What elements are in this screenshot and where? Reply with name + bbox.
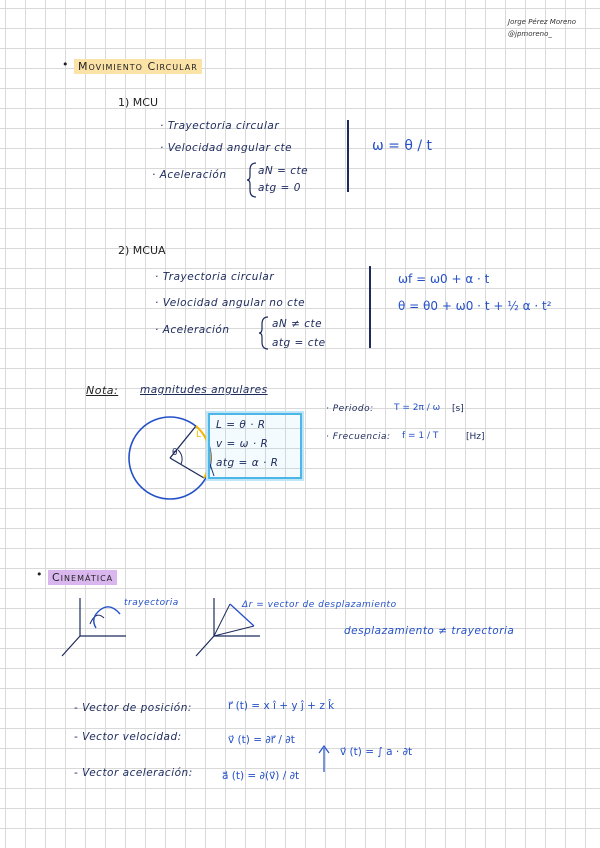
desplazamiento-label: Δr = vector de desplazamiento xyxy=(242,600,397,610)
periodo-formula: T = 2π / ω xyxy=(394,403,441,413)
integral-arrow-icon xyxy=(316,744,332,774)
mcua-formula-2: θ = θ0 + ω0 · t + ½ α · t² xyxy=(398,299,552,313)
periodo-label: · Periodo: xyxy=(326,404,374,414)
trajectory-axes-diagram xyxy=(60,596,130,660)
mcu-item-1: · Trayectoria circular xyxy=(160,120,280,132)
mcua-item-1: · Trayectoria circular xyxy=(155,271,275,283)
trayectoria-label: trayectoria xyxy=(124,598,179,608)
angular-relations-box xyxy=(208,413,302,479)
mcu-item-3: · Aceleración xyxy=(152,169,227,181)
mcu-divider xyxy=(347,120,349,192)
mcua-formula-1: ωf = ω0 + α · t xyxy=(398,272,490,286)
mcua-accel-case-1: aN ≠ cte xyxy=(272,318,323,330)
frecuencia-formula: f = 1 / T xyxy=(402,431,439,441)
mcu-formula: ω = θ / t xyxy=(372,138,433,154)
nota-label: Nota: xyxy=(86,384,119,397)
vector-position-label: - Vector de posición: xyxy=(74,702,192,714)
vector-velocity-label: - Vector velocidad: xyxy=(74,731,182,743)
mcua-item-2: · Velocidad angular no cte xyxy=(155,297,306,309)
mcu-item-2: · Velocidad angular cte xyxy=(160,142,293,154)
mcu-accel-case-2: atg = 0 xyxy=(258,182,301,194)
section2-bullet: • xyxy=(36,568,44,581)
mcua-divider xyxy=(369,266,371,348)
arc-length-symbol: L xyxy=(196,430,202,440)
mcua-heading: 2) MCUA xyxy=(118,244,166,257)
relation-acceleration: atg = α · R xyxy=(216,457,279,469)
mcu-accel-case-1: aN = cte xyxy=(258,165,309,177)
vector-position-formula: r⃗ (t) = x î + y ĵ + z k̂ xyxy=(228,700,335,712)
displacement-comparison: desplazamiento ≠ trayectoria xyxy=(344,625,515,637)
mcu-heading: 1) MCU xyxy=(118,96,159,109)
circle-diagram xyxy=(126,414,216,504)
frecuencia-label: · Frecuencia: xyxy=(326,432,391,442)
section1-bullet: • xyxy=(62,58,70,71)
theta-symbol: θ xyxy=(172,448,178,458)
mcu-brace-icon xyxy=(246,162,258,198)
mcua-accel-case-2: atg = cte xyxy=(272,337,326,349)
author-name: Jorge Pérez Moreno xyxy=(508,18,577,26)
vector-acceleration-label: - Vector aceleración: xyxy=(74,767,193,779)
mcua-brace-icon xyxy=(258,316,270,350)
section1-title: Movimiento Circular xyxy=(74,59,202,74)
relation-velocity: v = ω · R xyxy=(216,438,269,450)
nota-text: magnitudes angulares xyxy=(140,384,268,396)
frecuencia-unit: [Hz] xyxy=(466,432,485,442)
vector-velocity-formula: v⃗ (t) = ∂r⃗ / ∂t xyxy=(228,734,295,746)
section2-title: Cinemática xyxy=(48,570,117,585)
side-velocity-formula: v⃗ (t) = ∫ a · ∂t xyxy=(340,746,413,758)
mcua-item-3: · Aceleración xyxy=(155,324,230,336)
periodo-unit: [s] xyxy=(452,404,464,414)
author-handle: @jpmoreno_ xyxy=(508,30,552,38)
relation-length: L = θ · R xyxy=(216,419,266,431)
vector-acceleration-formula: a⃗ (t) = ∂(v⃗) / ∂t xyxy=(222,770,300,782)
